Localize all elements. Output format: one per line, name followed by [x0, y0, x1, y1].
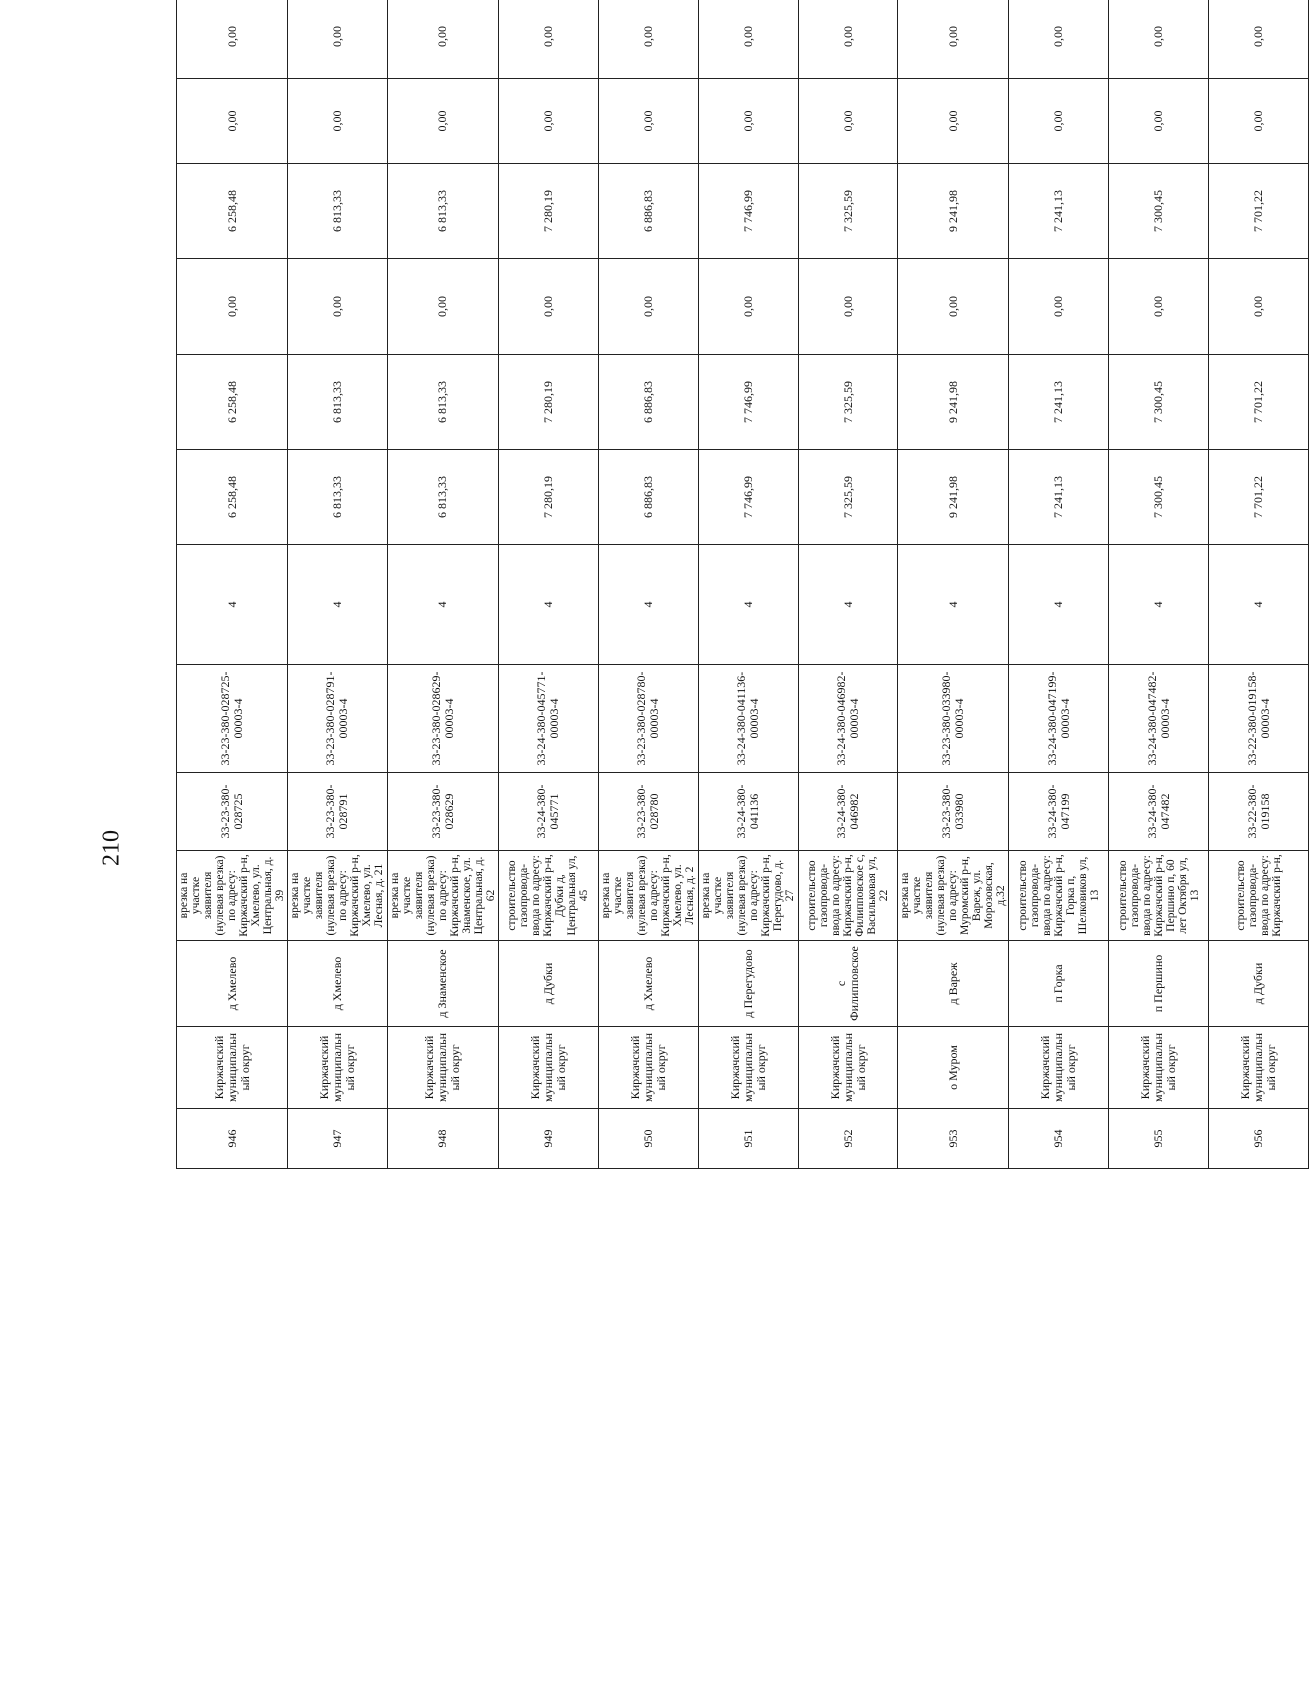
value-cell: 7 746,99	[698, 450, 798, 545]
table-row	[288, 0, 388, 1169]
value-cell: 0,00	[1009, 79, 1109, 164]
value-cell: 9 241,98	[898, 450, 1009, 545]
row-number: 952	[798, 1109, 898, 1169]
category-cell: 4	[1009, 545, 1109, 665]
value-cell: 7 241,13	[1009, 450, 1109, 545]
application-cell: 33-24-380-045771-00003-4	[498, 665, 598, 773]
application-cell: 33-22-380-019158-00003-4	[1209, 665, 1309, 773]
value-cell: 0,00	[798, 259, 898, 355]
code-cell: 33-23-380-028629	[387, 773, 498, 851]
application-cell: 33-23-380-028629-00003-4	[387, 665, 498, 773]
description-cell: строительство газопровода-ввода по адресу: Киржачский р-н, Дубки д, Центральная ул, 45	[498, 851, 598, 941]
value-cell: 0,00	[798, 0, 898, 79]
value-cell: 0,00	[1009, 0, 1109, 79]
value-cell: 6 258,48	[177, 450, 288, 545]
value-cell: 6 258,48	[177, 164, 288, 259]
value-cell: 7 325,59	[798, 164, 898, 259]
row-number: 948	[387, 1109, 498, 1169]
value-cell: 7 241,13	[1009, 355, 1109, 450]
code-cell: 33-24-380-041136	[698, 773, 798, 851]
value-cell: 7 280,19	[498, 450, 598, 545]
value-cell: 7 300,45	[1109, 450, 1209, 545]
settlement-cell: д Дубки	[1209, 941, 1309, 1027]
category-cell: 4	[698, 545, 798, 665]
value-cell: 7 280,19	[498, 164, 598, 259]
value-cell: 7 325,59	[798, 450, 898, 545]
row-number: 956	[1209, 1109, 1309, 1169]
code-cell: 33-24-380-045771	[498, 773, 598, 851]
category-cell: 4	[288, 545, 388, 665]
description-cell: врезка на участке заявителя (нулевая врезка) по адресу: Киржачский р-н, Хмелево, ул. Центральная, д. 39	[177, 851, 288, 941]
application-cell: 33-24-380-046982-00003-4	[798, 665, 898, 773]
settlement-cell: д Знаменское	[387, 941, 498, 1027]
value-cell: 0,00	[288, 0, 388, 79]
description-cell: врезка на участке заявителя (нулевая врезка) по адресу: Муромский р-н, Вареж, ул. Морозовская, д.32	[898, 851, 1009, 941]
value-cell: 0,00	[1209, 259, 1309, 355]
description-cell: врезка на участке заявителя (нулевая врезка) по адресу: Киржачский р-н, Хмелево, ул. Лесная, д. 21	[288, 851, 388, 941]
district-cell: Киржачский муниципальный округ	[1109, 1027, 1209, 1109]
description-cell: строительство газопровода-ввода по адресу: Киржачский р-н, Першино п, 60 лет Октября ул, 13	[1109, 851, 1209, 941]
value-cell: 0,00	[177, 0, 288, 79]
value-cell: 0,00	[1109, 259, 1209, 355]
row-number: 954	[1009, 1109, 1109, 1169]
value-cell: 0,00	[387, 79, 498, 164]
category-cell: 4	[387, 545, 498, 665]
value-cell: 0,00	[498, 79, 598, 164]
district-cell: Киржачский муниципальный округ	[698, 1027, 798, 1109]
application-cell: 33-24-380-041136-00003-4	[698, 665, 798, 773]
category-cell: 4	[798, 545, 898, 665]
row-number: 951	[698, 1109, 798, 1169]
value-cell: 6 813,33	[387, 450, 498, 545]
code-cell: 33-22-380-019158	[1209, 773, 1309, 851]
settlement-cell: с Филипповское	[798, 941, 898, 1027]
value-cell: 0,00	[898, 259, 1009, 355]
category-cell: 4	[1209, 545, 1309, 665]
value-cell: 0,00	[698, 79, 798, 164]
code-cell: 33-23-380-028780	[598, 773, 698, 851]
settlement-cell: д Хмелево	[177, 941, 288, 1027]
code-cell: 33-24-380-047199	[1009, 773, 1109, 851]
value-cell: 0,00	[598, 79, 698, 164]
district-cell: Киржачский муниципальный округ	[1009, 1027, 1109, 1109]
value-cell: 0,00	[387, 0, 498, 79]
district-cell: Киржачский муниципальный округ	[598, 1027, 698, 1109]
code-cell: 33-23-380-028725	[177, 773, 288, 851]
value-cell: 7 300,45	[1109, 355, 1209, 450]
value-cell: 0,00	[498, 259, 598, 355]
settlement-cell: д Хмелево	[598, 941, 698, 1027]
category-cell: 4	[598, 545, 698, 665]
category-cell: 4	[498, 545, 598, 665]
district-cell: о Муром	[898, 1027, 1009, 1109]
value-cell: 0,00	[387, 259, 498, 355]
value-cell: 7 746,99	[698, 164, 798, 259]
value-cell: 0,00	[598, 0, 698, 79]
value-cell: 6 813,33	[288, 164, 388, 259]
table-row	[1009, 0, 1109, 1169]
value-cell: 0,00	[177, 259, 288, 355]
settlement-cell: д Хмелево	[288, 941, 388, 1027]
value-cell: 7 701,22	[1209, 355, 1309, 450]
code-cell: 33-24-380-046982	[798, 773, 898, 851]
value-cell: 0,00	[498, 0, 598, 79]
value-cell: 6 813,33	[387, 355, 498, 450]
row-number: 955	[1109, 1109, 1209, 1169]
category-cell: 4	[1109, 545, 1209, 665]
page-number: 210	[98, 830, 125, 866]
district-cell: Киржачский муниципальный округ	[1209, 1027, 1309, 1109]
value-cell: 0,00	[698, 259, 798, 355]
value-cell: 0,00	[1109, 0, 1209, 79]
table-row	[898, 0, 1009, 1169]
value-cell: 0,00	[898, 79, 1009, 164]
value-cell: 6 813,33	[288, 355, 388, 450]
value-cell: 0,00	[898, 0, 1009, 79]
code-cell: 33-23-380-028791	[288, 773, 388, 851]
application-cell: 33-23-380-028725-00003-4	[177, 665, 288, 773]
table-row	[387, 0, 498, 1169]
application-cell: 33-23-380-028780-00003-4	[598, 665, 698, 773]
value-cell: 0,00	[177, 79, 288, 164]
value-cell: 7 701,22	[1209, 164, 1309, 259]
settlement-cell: д Перегудово	[698, 941, 798, 1027]
value-cell: 7 280,19	[498, 355, 598, 450]
value-cell: 0,00	[798, 79, 898, 164]
value-cell: 9 241,98	[898, 164, 1009, 259]
value-cell: 6 886,83	[598, 450, 698, 545]
district-cell: Киржачский муниципальный округ	[498, 1027, 598, 1109]
district-cell: Киржачский муниципальный округ	[288, 1027, 388, 1109]
table-row	[177, 0, 288, 1169]
description-cell: строительство газопровода-ввода по адресу: Киржачский р-н, Горка п, Шелковиков ул, 13	[1009, 851, 1109, 941]
row-number: 946	[177, 1109, 288, 1169]
description-cell: врезка на участке заявителя (нулевая врезка) по адресу: Киржачский р-н, Хмелево, ул. Лесная, д. 2	[598, 851, 698, 941]
data-table	[176, 0, 1309, 1169]
description-cell: строительство газопровода-ввода по адресу: Киржачский р-н,	[1209, 851, 1309, 941]
row-number: 947	[288, 1109, 388, 1169]
value-cell: 9 241,98	[898, 355, 1009, 450]
value-cell: 6 258,48	[177, 355, 288, 450]
table-row	[498, 0, 598, 1169]
application-cell: 33-23-380-028791-00003-4	[288, 665, 388, 773]
value-cell: 7 300,45	[1109, 164, 1209, 259]
value-cell: 0,00	[1109, 79, 1209, 164]
row-number: 949	[498, 1109, 598, 1169]
table-row	[598, 0, 698, 1169]
value-cell: 0,00	[288, 259, 388, 355]
row-number: 953	[898, 1109, 1009, 1169]
settlement-cell: п Першино	[1109, 941, 1209, 1027]
description-cell: врезка на участке заявителя (нулевая врезка) по адресу: Киржачский р-н, Знаменское, ул. Центральная, д. 62	[387, 851, 498, 941]
application-cell: 33-24-380-047199-00003-4	[1009, 665, 1109, 773]
value-cell: 0,00	[1209, 0, 1309, 79]
code-cell: 33-24-380-047482	[1109, 773, 1209, 851]
value-cell: 0,00	[598, 259, 698, 355]
category-cell: 4	[898, 545, 1009, 665]
district-cell: Киржачский муниципальный округ	[387, 1027, 498, 1109]
settlement-cell: п Горка	[1009, 941, 1109, 1027]
code-cell: 33-23-380-033980	[898, 773, 1009, 851]
table-row	[1109, 0, 1209, 1169]
value-cell: 7 746,99	[698, 355, 798, 450]
value-cell: 0,00	[1009, 259, 1109, 355]
table-row	[698, 0, 798, 1169]
value-cell: 6 813,33	[387, 164, 498, 259]
value-cell: 0,00	[288, 79, 388, 164]
table-row	[798, 0, 898, 1169]
value-cell: 7 325,59	[798, 355, 898, 450]
table-body	[177, 0, 1309, 1169]
application-cell: 33-23-380-033980-00003-4	[898, 665, 1009, 773]
value-cell: 7 241,13	[1009, 164, 1109, 259]
application-cell: 33-24-380-047482-00003-4	[1109, 665, 1209, 773]
value-cell: 6 886,83	[598, 355, 698, 450]
category-cell: 4	[177, 545, 288, 665]
value-cell: 0,00	[698, 0, 798, 79]
district-cell: Киржачский муниципальный округ	[177, 1027, 288, 1109]
district-cell: Киржачский муниципальный округ	[798, 1027, 898, 1109]
value-cell: 6 886,83	[598, 164, 698, 259]
row-number: 950	[598, 1109, 698, 1169]
value-cell: 7 701,22	[1209, 450, 1309, 545]
value-cell: 6 813,33	[288, 450, 388, 545]
description-cell: строительство газопровода-ввода по адресу: Киржачский р-н, Филипповское с, Васильковая ул, 22	[798, 851, 898, 941]
value-cell: 0,00	[1209, 79, 1309, 164]
settlement-cell: д Дубки	[498, 941, 598, 1027]
table-row	[1209, 0, 1309, 1169]
description-cell: врезка на участке заявителя (нулевая врезка) по адресу: Киржачский р-н, Перегудово, д. 27	[698, 851, 798, 941]
settlement-cell: д Вареж	[898, 941, 1009, 1027]
